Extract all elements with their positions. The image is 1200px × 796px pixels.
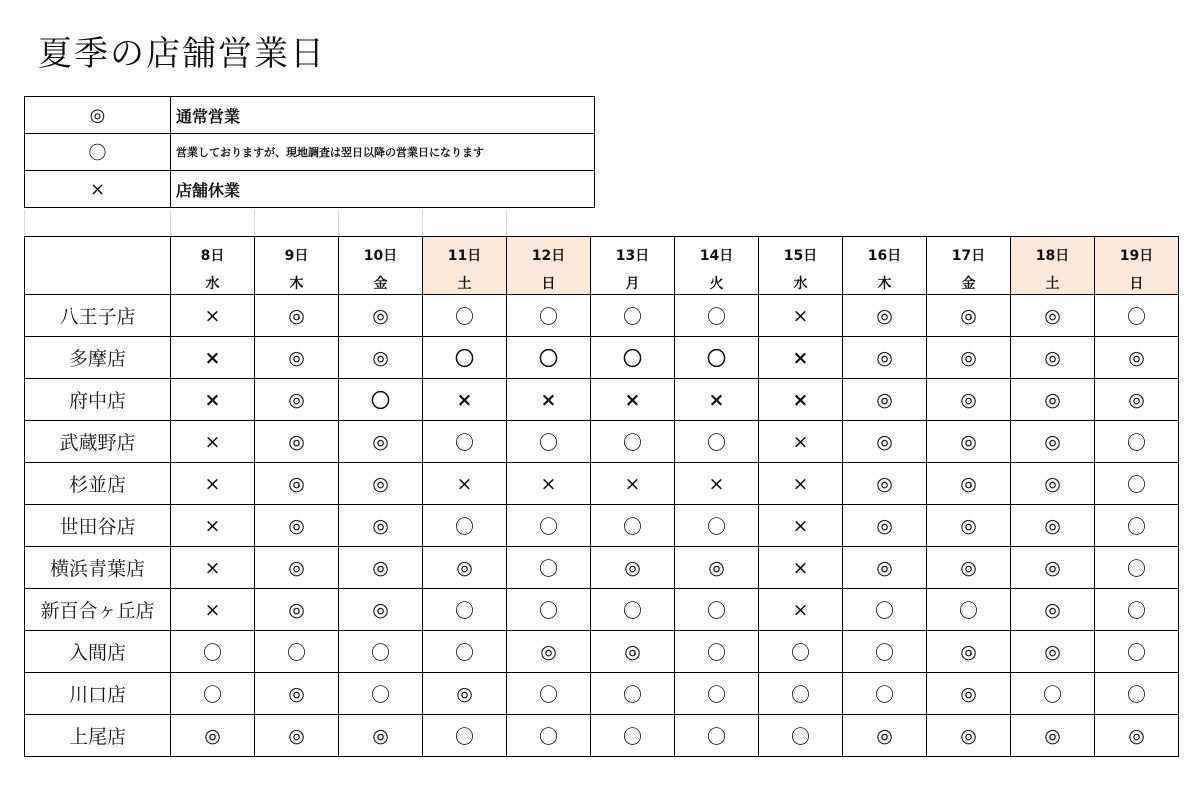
store-name: 新百合ヶ丘店 [25,589,171,631]
status-cell: 〇 [423,715,507,757]
header-date-row [25,237,1179,273]
date-header: 14日 [675,237,759,273]
store-row [25,421,1179,463]
status-cell: ◎ [843,715,927,757]
status-cell: 〇 [171,631,255,673]
status-cell: ◎ [1011,379,1095,421]
status-cell: 〇 [759,631,843,673]
status-cell: 〇 [591,589,675,631]
status-cell: × [171,505,255,547]
status-cell: × [171,379,255,421]
status-cell: ◎ [843,421,927,463]
weekday-header: 木 [255,272,339,295]
status-cell: × [591,463,675,505]
status-cell: ◎ [171,715,255,757]
date-header: 15日 [759,237,843,273]
status-cell: ◎ [927,421,1011,463]
status-cell: 〇 [1011,673,1095,715]
status-cell: ◎ [1011,295,1095,337]
status-cell: 〇 [507,673,591,715]
status-cell: 〇 [675,421,759,463]
status-cell: 〇 [675,337,759,379]
status-cell: × [675,463,759,505]
status-cell: × [759,547,843,589]
legend-table [24,96,595,208]
status-cell: 〇 [423,337,507,379]
status-cell: ◎ [1095,715,1179,757]
status-cell: × [591,379,675,421]
status-cell: × [675,379,759,421]
status-cell: 〇 [1095,589,1179,631]
status-cell: ◎ [927,337,1011,379]
status-cell: ◎ [927,631,1011,673]
status-cell: ◎ [1095,379,1179,421]
status-cell: 〇 [591,421,675,463]
status-cell: ◎ [927,295,1011,337]
status-cell: ◎ [339,295,423,337]
status-cell: ◎ [255,547,339,589]
status-cell: 〇 [675,589,759,631]
status-cell: × [759,421,843,463]
status-cell: 〇 [1095,673,1179,715]
legend-row [25,134,595,171]
status-cell: × [171,589,255,631]
header-corner-cell [25,237,171,295]
status-cell: ◎ [843,505,927,547]
status-cell: ◎ [255,379,339,421]
store-name: 八王子店 [25,295,171,337]
status-cell: ◎ [255,337,339,379]
status-cell: 〇 [1095,547,1179,589]
status-cell: ◎ [927,379,1011,421]
status-cell: × [759,295,843,337]
status-cell: × [759,505,843,547]
status-cell: × [507,463,591,505]
status-cell: ◎ [255,715,339,757]
status-cell: 〇 [423,505,507,547]
status-cell: ◎ [1011,589,1095,631]
date-header: 13日 [591,237,675,273]
status-cell: 〇 [1095,463,1179,505]
status-cell: 〇 [759,715,843,757]
store-row [25,295,1179,337]
status-cell: 〇 [171,673,255,715]
header-weekday-row [25,272,1179,295]
status-cell: ◎ [339,547,423,589]
status-cell: ◎ [339,337,423,379]
store-row [25,547,1179,589]
status-cell: ◎ [675,547,759,589]
store-name: 入間店 [25,631,171,673]
status-cell: ◎ [591,631,675,673]
weekday-header: 日 [507,272,591,295]
status-cell: 〇 [1095,631,1179,673]
status-cell: ◎ [843,463,927,505]
status-cell: ◎ [843,379,927,421]
status-cell: ◎ [1011,337,1095,379]
status-cell: 〇 [423,421,507,463]
legend-row [25,97,595,134]
status-cell: 〇 [1095,421,1179,463]
store-name: 武蔵野店 [25,421,171,463]
status-cell: ◎ [927,505,1011,547]
status-cell: 〇 [591,505,675,547]
status-cell: × [171,547,255,589]
status-cell: ◎ [1095,337,1179,379]
status-cell: ◎ [927,463,1011,505]
date-header: 17日 [927,237,1011,273]
status-cell: × [171,421,255,463]
status-cell: ◎ [1011,715,1095,757]
status-cell: 〇 [591,337,675,379]
legend-symbol: ◎ [25,97,171,134]
status-cell: 〇 [423,589,507,631]
status-cell: ◎ [1011,421,1095,463]
sheet-gridlines [24,210,590,237]
store-row [25,715,1179,757]
page-title: 夏季の店舗営業日 [38,34,326,74]
date-header: 11日 [423,237,507,273]
date-header: 12日 [507,237,591,273]
date-header: 19日 [1095,237,1179,273]
status-cell: ◎ [591,547,675,589]
store-name: 川口店 [25,673,171,715]
store-row [25,589,1179,631]
status-cell: × [171,463,255,505]
status-cell: × [423,379,507,421]
status-cell: × [171,337,255,379]
status-cell: ◎ [507,631,591,673]
date-header: 16日 [843,237,927,273]
status-cell: 〇 [507,589,591,631]
status-cell: 〇 [339,379,423,421]
status-cell: 〇 [591,673,675,715]
schedule-table [24,236,1179,757]
status-cell: ◎ [255,589,339,631]
status-cell: 〇 [339,673,423,715]
status-cell: 〇 [675,631,759,673]
weekday-header: 月 [591,272,675,295]
status-cell: ◎ [339,421,423,463]
status-cell: 〇 [423,295,507,337]
weekday-header: 金 [927,272,1011,295]
store-row [25,463,1179,505]
status-cell: ◎ [255,295,339,337]
status-cell: ◎ [927,547,1011,589]
status-cell: 〇 [1095,505,1179,547]
status-cell: × [507,379,591,421]
status-cell: ◎ [1011,463,1095,505]
weekday-header: 木 [843,272,927,295]
status-cell: 〇 [675,673,759,715]
status-cell: × [171,295,255,337]
store-name: 杉並店 [25,463,171,505]
status-cell: ◎ [255,505,339,547]
legend-description: 通常営業 [171,97,595,134]
store-row [25,337,1179,379]
status-cell: ◎ [843,547,927,589]
status-cell: 〇 [423,631,507,673]
legend-symbol: 〇 [25,134,171,171]
store-name: 上尾店 [25,715,171,757]
status-cell: 〇 [759,673,843,715]
weekday-header: 金 [339,272,423,295]
weekday-header: 水 [171,272,255,295]
store-row [25,379,1179,421]
weekday-header: 火 [675,272,759,295]
weekday-header: 日 [1095,272,1179,295]
status-cell: ◎ [1011,631,1095,673]
status-cell: ◎ [255,463,339,505]
status-cell: ◎ [927,673,1011,715]
status-cell: 〇 [507,715,591,757]
weekday-header: 土 [423,272,507,295]
status-cell: ◎ [255,673,339,715]
weekday-header: 水 [759,272,843,295]
status-cell: × [759,589,843,631]
legend-description: 店舗休業 [171,171,595,208]
store-row [25,505,1179,547]
status-cell: ◎ [255,421,339,463]
status-cell: 〇 [927,589,1011,631]
status-cell: 〇 [507,547,591,589]
status-cell: ◎ [843,337,927,379]
status-cell: 〇 [339,631,423,673]
store-row [25,631,1179,673]
status-cell: ◎ [339,463,423,505]
status-cell: ◎ [339,505,423,547]
status-cell: ◎ [339,589,423,631]
status-cell: 〇 [507,337,591,379]
status-cell: 〇 [843,589,927,631]
legend-description: 営業しておりますが、現地調査は翌日以降の営業日になります [171,134,595,171]
status-cell: 〇 [507,421,591,463]
date-header: 8日 [171,237,255,273]
date-header: 18日 [1011,237,1095,273]
store-row [25,673,1179,715]
status-cell: 〇 [507,295,591,337]
status-cell: 〇 [675,505,759,547]
legend-row [25,171,595,208]
status-cell: 〇 [507,505,591,547]
status-cell: 〇 [1095,295,1179,337]
status-cell: ◎ [1011,505,1095,547]
status-cell: 〇 [843,631,927,673]
store-name: 府中店 [25,379,171,421]
status-cell: × [759,463,843,505]
status-cell: 〇 [591,295,675,337]
store-name: 多摩店 [25,337,171,379]
status-cell: ◎ [843,295,927,337]
status-cell: 〇 [675,295,759,337]
status-cell: ◎ [423,547,507,589]
status-cell: ◎ [339,715,423,757]
status-cell: 〇 [591,715,675,757]
status-cell: 〇 [255,631,339,673]
status-cell: × [423,463,507,505]
store-name: 世田谷店 [25,505,171,547]
date-header: 9日 [255,237,339,273]
store-name: 横浜青葉店 [25,547,171,589]
legend-symbol: × [25,171,171,208]
status-cell: ◎ [1011,547,1095,589]
status-cell: ◎ [927,715,1011,757]
weekday-header: 土 [1011,272,1095,295]
status-cell: × [759,379,843,421]
status-cell: × [759,337,843,379]
status-cell: ◎ [423,673,507,715]
status-cell: 〇 [675,715,759,757]
status-cell: 〇 [843,673,927,715]
date-header: 10日 [339,237,423,273]
